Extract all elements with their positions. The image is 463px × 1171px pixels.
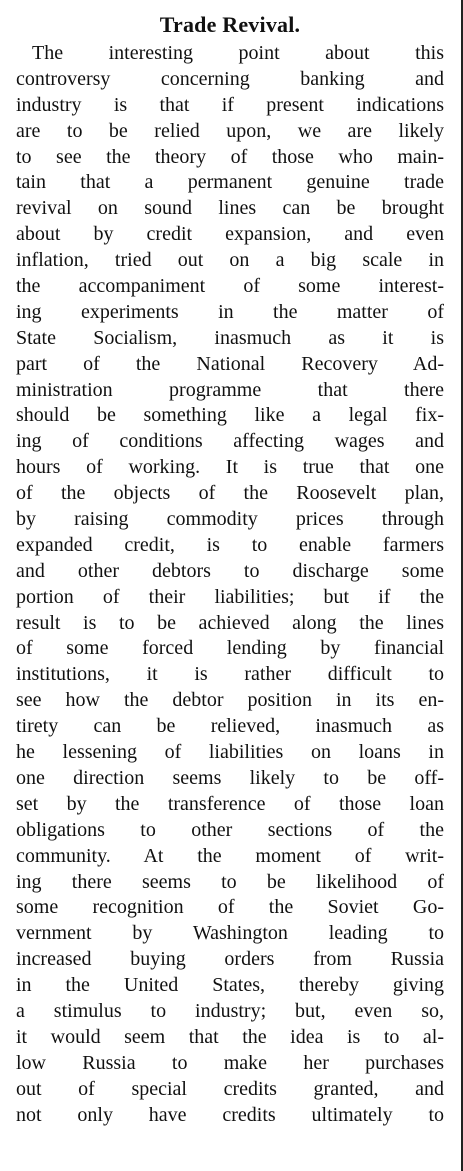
text-line: set by the transference of those loan <box>16 792 444 815</box>
text-line: institutions, it is rather difficult to <box>16 663 444 686</box>
text-line: out of special credits granted, and <box>16 1077 444 1100</box>
text-line: of some forced lending by financial <box>16 637 444 660</box>
text-line: hours of working. It is true that one <box>16 456 444 479</box>
text-line: tirety can be relieved, inasmuch as <box>16 715 444 738</box>
text-line: see how the debtor position in its en- <box>16 689 444 712</box>
text-line: it would seem that the idea is to al- <box>16 1025 444 1048</box>
text-line: portion of their liabilities; but if the <box>16 585 444 608</box>
text-line: are to be relied upon, we are likely <box>16 119 444 142</box>
text-line: should be something like a legal fix- <box>16 404 444 427</box>
text-line: controversy concerning banking and <box>16 67 444 90</box>
text-line: one direction seems likely to be off- <box>16 766 444 789</box>
text-line: a stimulus to industry; but, even so, <box>16 999 444 1022</box>
text-line: ing experiments in the matter of <box>16 300 444 323</box>
text-line: ing there seems to be likelihood of <box>16 870 444 893</box>
text-line: by raising commodity prices through <box>16 508 444 531</box>
text-line: some recognition of the Soviet Go- <box>16 896 444 919</box>
text-line: not only have credits ultimately to <box>16 1103 444 1126</box>
text-line: ministration programme that there <box>16 378 444 401</box>
text-line: low Russia to make her purchases <box>16 1051 444 1074</box>
text-line: inflation, tried out on a big scale in <box>16 249 444 272</box>
text-line: expanded credit, is to enable farmers <box>16 533 444 556</box>
text-line: about by credit expansion, and even <box>16 223 444 246</box>
text-line: in the United States, thereby giving <box>16 974 444 997</box>
text-line: and other debtors to discharge some <box>16 559 444 582</box>
text-line: The interesting point about this <box>32 42 444 64</box>
text-line: increased buying orders from Russia <box>16 948 444 971</box>
text-line: to see the theory of those who main- <box>16 145 444 168</box>
text-line: tain that a permanent genuine trade <box>16 171 444 194</box>
text-line: obligations to other sections of the <box>16 818 444 841</box>
newspaper-column <box>16 12 444 1162</box>
text-line: State Socialism, inasmuch as it is <box>16 326 444 349</box>
text-line: industry is that if present indications <box>16 93 444 116</box>
text-line: part of the National Recovery Ad- <box>16 352 444 375</box>
article-body <box>16 41 444 1128</box>
article-headline: Trade Revival. <box>159 12 301 37</box>
text-line: ing of conditions affecting wages and <box>16 430 444 453</box>
text-line: result is to be achieved along the lines <box>16 611 444 634</box>
text-line: vernment by Washington leading to <box>16 922 444 945</box>
text-line: the accompaniment of some interest- <box>16 275 444 298</box>
text-line: community. At the moment of writ- <box>16 844 444 867</box>
text-line: revival on sound lines can be brought <box>16 197 444 220</box>
text-line: he lessening of liabilities on loans in <box>16 741 444 764</box>
text-line: of the objects of the Roosevelt plan, <box>16 482 444 505</box>
